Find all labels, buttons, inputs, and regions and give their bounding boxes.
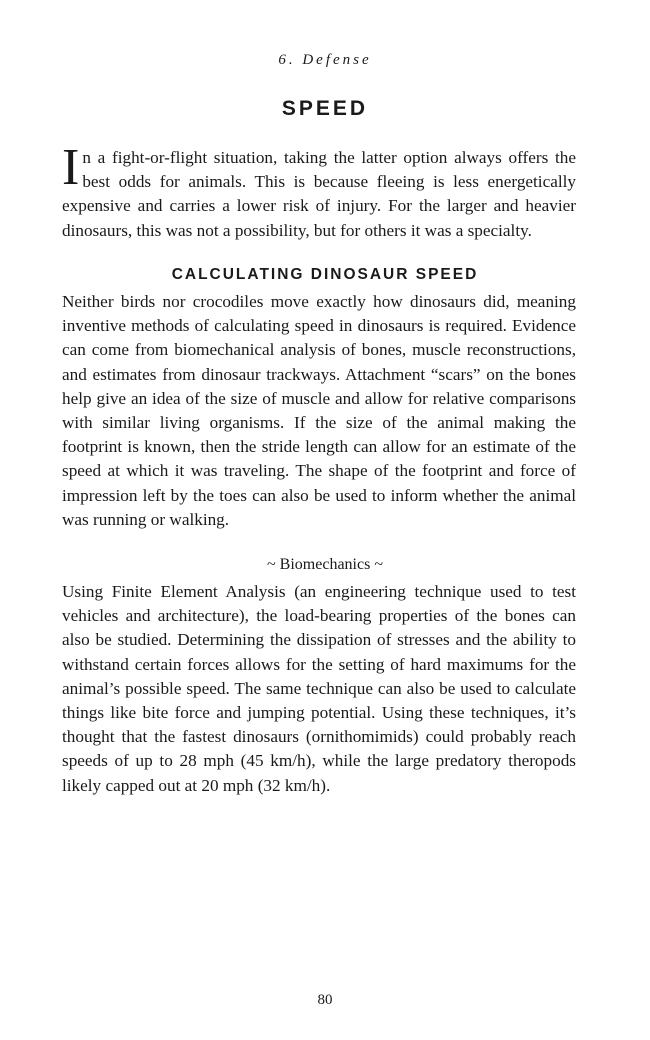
intro-text: n a fight-or-flight situation, taking the latter option always offers the best odds for animals. This is because fleeing is less energetically expensive and carries a lower risk of injury. For the larger and heavier dinosaurs, this was not a possibility, but for others it was a specialty. (62, 148, 576, 240)
subsection-title: CALCULATING DINOSAUR SPEED (171, 266, 479, 283)
chapter-heading: 6. Defense (278, 52, 372, 68)
calculating-paragraph: Neither birds nor crocodiles move exactly how dinosaurs did, meaning inventive methods of calculating speed in dinosaurs is required. Evidence can come from biomechanical analysis of bones, muscle reconstructions, and estimates from dinosaur trackways. Attachment “scars” on the bones help give an idea of the size of muscle and allow for relative comparisons with similar living organisms. If the size of the animal making the footprint is known, then the stride length can allow for an estimate of the speed at which it was traveling. The shape of the footprint and force of impression left by the toes can also be used to inform whether the animal was running or walking. (62, 292, 576, 529)
biomechanics-paragraph: Using Finite Element Analysis (an engineering technique used to test vehicles and architecture), the load-bearing properties of the bones can also be studied. Determining the dissipation of stresses and the ability to withstand certain forces allows for the setting of hard maximums for the animal’s possible speed. The same technique can also be used to calculate things like bite force and jumping potential. Using these techniques, it’s thought that the fastest dinosaurs (ornithomimids) could probably reach speeds of up to 28 mph (45 km/h), while the large predatory theropods likely capped out at 20 mph (32 km/h). (62, 582, 576, 795)
intro-paragraph (62, 139, 576, 243)
section-title: SPEED (281, 97, 369, 120)
page-number: 80 (317, 992, 333, 1008)
drop-cap: I (62, 139, 80, 196)
biomechanics-heading: ~ Biomechanics ~ (267, 556, 383, 573)
